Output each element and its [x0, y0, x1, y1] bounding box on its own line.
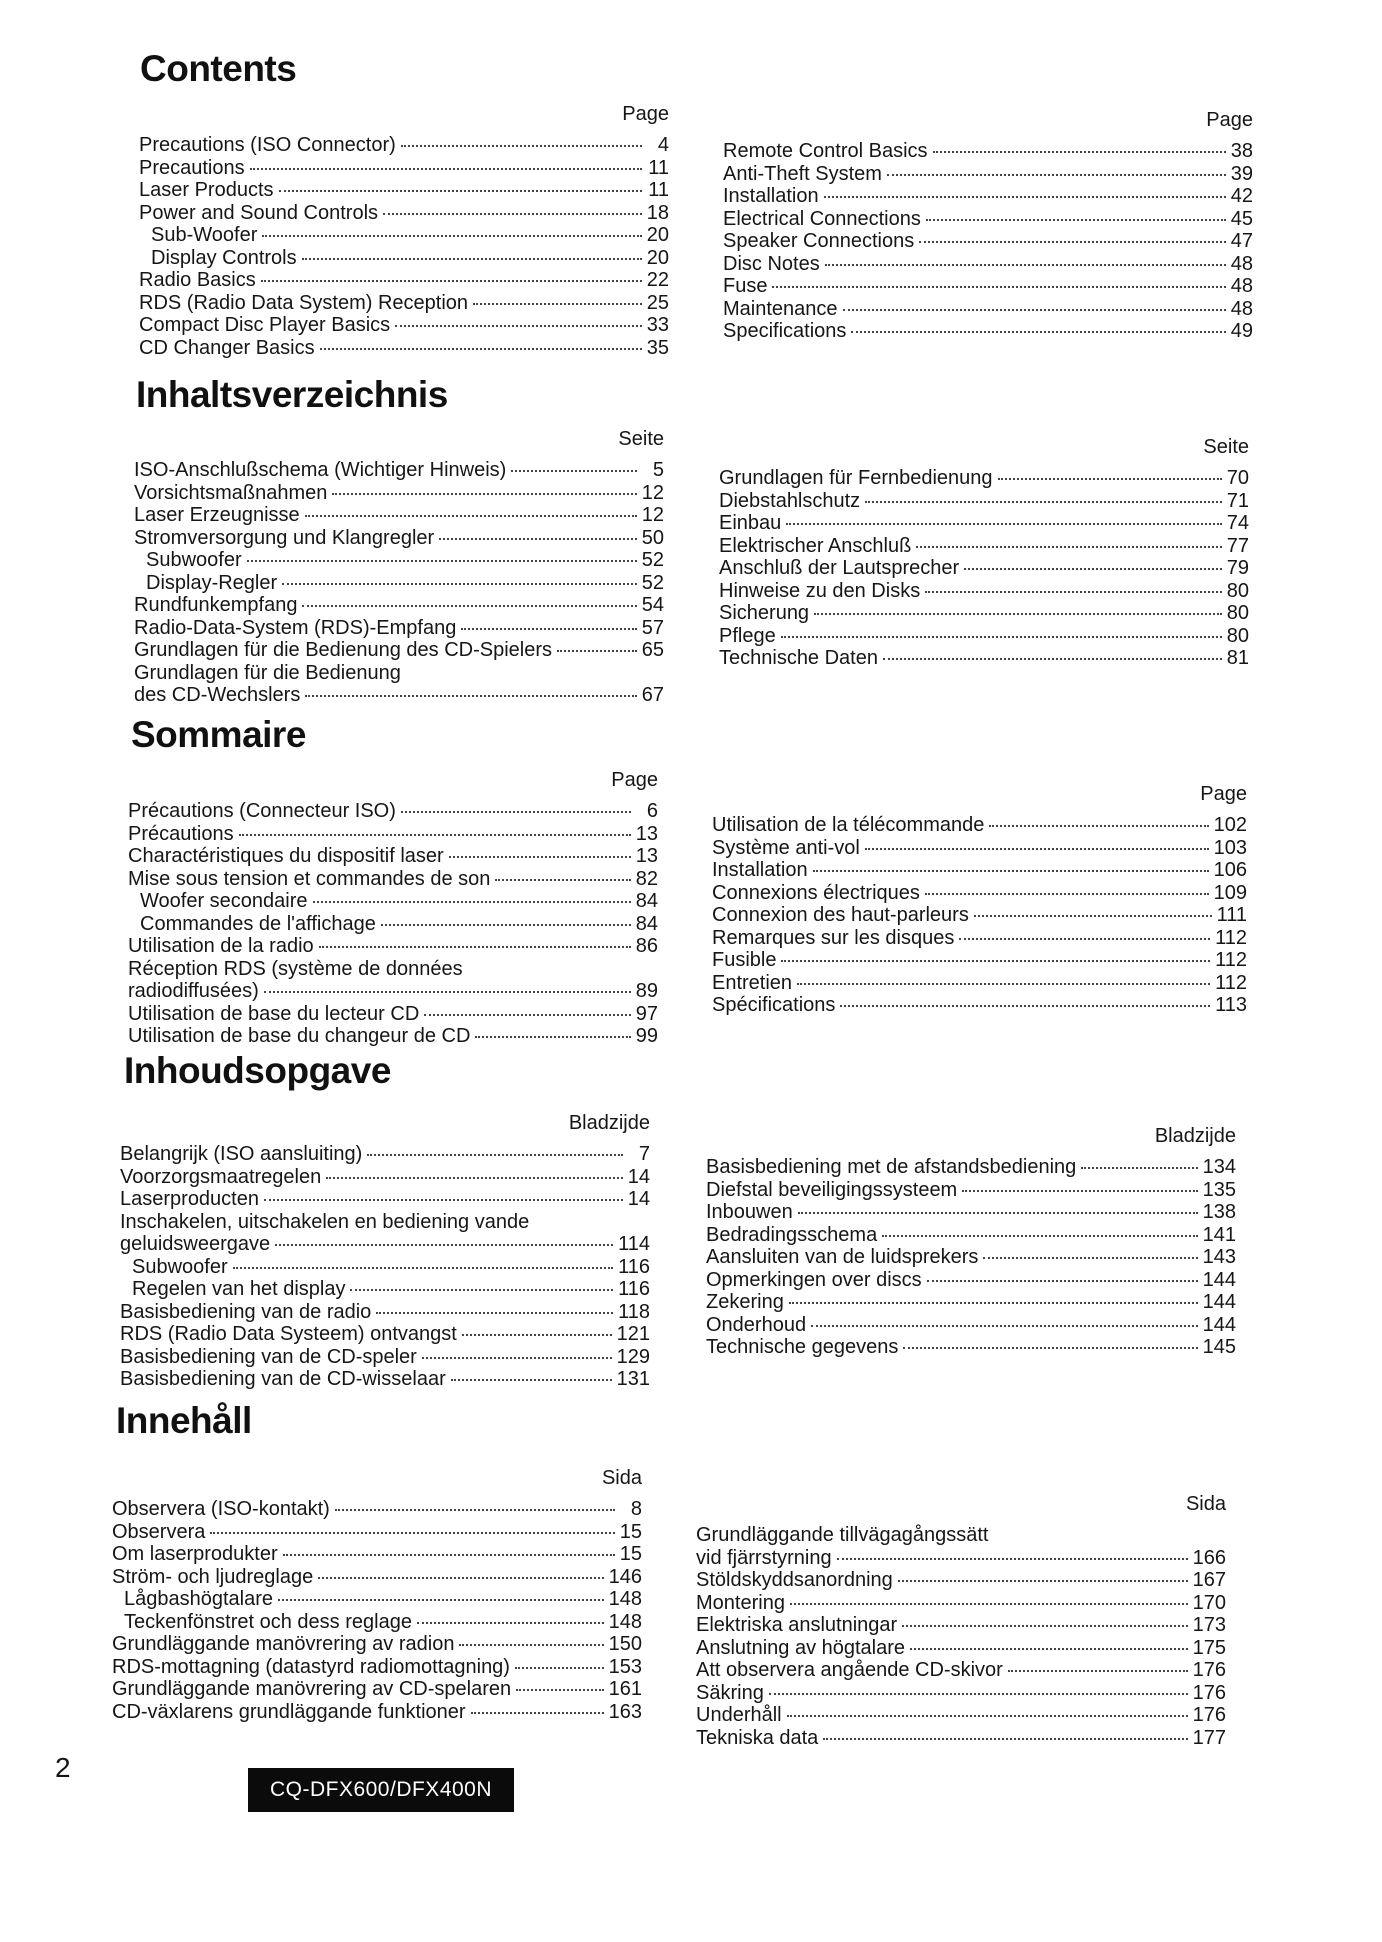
page-column-label: Seite — [1203, 436, 1249, 458]
toc-entry-list — [723, 140, 1253, 343]
toc-entry[interactable]: vid fjärrstyrning 166 — [696, 1546, 1226, 1569]
section-title-inhoudsopgave: Inhoudsopgave — [124, 1050, 391, 1091]
toc-entry[interactable]: Anslutning av högtalare 175 — [696, 1636, 1226, 1659]
toc-column-innehall-left — [112, 1462, 642, 1723]
toc-entry[interactable]: Anti-Theft System 39 — [723, 162, 1253, 185]
toc-column-contents-right — [723, 104, 1253, 343]
toc-entry-list — [696, 1524, 1226, 1749]
toc-entry[interactable]: Grundläggande manövrering av radion 150 — [112, 1633, 642, 1655]
toc-entry[interactable]: Display Controls 20 — [151, 246, 669, 269]
section-title-sommaire: Sommaire — [131, 714, 306, 755]
toc-column-inhaltsverzeichnis-right — [719, 431, 1249, 670]
toc-entry[interactable]: Commandes de l'affichage 84 — [140, 912, 658, 935]
toc-entry-list — [719, 467, 1249, 670]
page-number: 2 — [55, 1752, 71, 1783]
toc-column-inhoudsopgave-right — [706, 1120, 1236, 1359]
toc-entry[interactable]: Einbau 74 — [719, 512, 1249, 534]
toc-entry[interactable]: Technische gegevens 145 — [706, 1336, 1236, 1358]
toc-entry[interactable]: Zekering 144 — [706, 1291, 1236, 1313]
page-column-label: Bladzijde — [568, 1112, 650, 1134]
toc-entry[interactable]: Belangrijk (ISO aansluiting) 7 — [120, 1143, 650, 1165]
toc-entry[interactable]: RDS (Radio Data System) Reception 25 — [139, 291, 669, 314]
toc-entry[interactable]: Grundläggande tillvägagångssätt — [696, 1524, 989, 1546]
toc-entry[interactable]: Sicherung 80 — [719, 602, 1249, 624]
section-title-inhaltsverzeichnis: Inhaltsverzeichnis — [136, 374, 448, 415]
toc-entry-list — [134, 459, 664, 707]
toc-entry[interactable]: Om laserprodukter 15 — [112, 1543, 642, 1565]
toc-entry[interactable]: Voorzorgsmaatregelen 14 — [120, 1165, 650, 1188]
toc-entry[interactable]: Grundläggande manövrering av CD-spelaren 161 — [112, 1678, 642, 1700]
toc-entry[interactable]: Elektrischer Anschluß 77 — [719, 534, 1249, 557]
toc-entry[interactable]: Säkring 176 — [696, 1681, 1226, 1704]
toc-entry[interactable]: Diefstal beveiligingssysteem 135 — [706, 1178, 1236, 1201]
toc-entry[interactable]: Grundlagen für die Bedienung des CD-Spielers 65 — [134, 639, 664, 661]
toc-entry-list — [128, 800, 658, 1048]
toc-entry[interactable]: Fusible 112 — [712, 949, 1247, 971]
page-column-label: Seite — [618, 428, 664, 450]
toc-entry[interactable]: Précautions (Connecteur ISO) 6 — [128, 800, 658, 822]
toc-entry[interactable]: Précautions 13 — [128, 822, 658, 845]
toc-entry[interactable]: CD-växlarens grundläggande funktioner 163 — [112, 1700, 642, 1723]
toc-entry[interactable]: Woofer secondaire 84 — [140, 890, 658, 912]
toc-entry[interactable]: Utilisation de base du changeur de CD 99 — [128, 1025, 658, 1047]
toc-entry[interactable]: Radio-Data-System (RDS)-Empfang 57 — [134, 616, 664, 639]
toc-entry[interactable]: Diebstahlschutz 71 — [719, 489, 1249, 512]
toc-entry[interactable]: Subwoofer 52 — [146, 549, 664, 571]
toc-entry[interactable]: Electrical Connections 45 — [723, 207, 1253, 230]
toc-column-sommaire-right — [712, 778, 1247, 1017]
section-title-innehall: Innehåll — [116, 1400, 252, 1441]
toc-entry[interactable]: Sub-Woofer 20 — [151, 224, 669, 246]
toc-entry[interactable]: Entretien 112 — [712, 971, 1247, 994]
model-badge: CQ-DFX600/DFX400N — [248, 1768, 514, 1812]
toc-entry[interactable]: Charactéristiques du dispositif laser 13 — [128, 845, 658, 867]
toc-entry[interactable]: Hinweise zu den Disks 80 — [719, 579, 1249, 602]
toc-entry[interactable]: Lågbashögtalare 148 — [124, 1588, 642, 1610]
toc-entry[interactable]: ISO-Anschlußschema (Wichtiger Hinweis) 5 — [134, 459, 664, 481]
toc-entry[interactable]: Grundlagen für Fernbedienung 70 — [719, 467, 1249, 489]
page-column-label: Sida — [1185, 1493, 1226, 1515]
toc-entry[interactable]: Fuse 48 — [723, 275, 1253, 297]
toc-entry[interactable]: Pflege 80 — [719, 624, 1249, 647]
toc-entry[interactable]: Rundfunkempfang 54 — [134, 594, 664, 616]
toc-column-sommaire-left — [128, 764, 658, 1048]
toc-entry[interactable]: Inbouwen 138 — [706, 1201, 1236, 1223]
toc-entry[interactable]: Maintenance 48 — [723, 297, 1253, 320]
toc-entry[interactable]: Regelen van het display 116 — [132, 1278, 650, 1300]
toc-entry[interactable]: Installation 106 — [712, 859, 1247, 881]
toc-entry[interactable]: Basisbediening van de CD-wisselaar 131 — [120, 1368, 650, 1390]
toc-entry[interactable]: Elektriska anslutningar 173 — [696, 1614, 1226, 1636]
toc-entry[interactable]: Specifications 49 — [723, 320, 1253, 342]
toc-entry[interactable]: Subwoofer 116 — [132, 1255, 650, 1278]
toc-entry[interactable]: Underhåll 176 — [696, 1704, 1226, 1726]
toc-entry[interactable]: Power and Sound Controls 18 — [139, 201, 669, 224]
toc-entry[interactable]: Utilisation de la télécommande 102 — [712, 814, 1247, 836]
toc-entry[interactable]: Aansluiten van de luidsprekers 143 — [706, 1246, 1236, 1268]
toc-entry[interactable]: Basisbediening van de radio 118 — [120, 1300, 650, 1323]
toc-entry[interactable]: Speaker Connections 47 — [723, 230, 1253, 252]
toc-entry[interactable]: Display-Regler 52 — [146, 571, 664, 594]
toc-entry[interactable]: Laser Products 11 — [139, 179, 669, 201]
toc-entry[interactable]: Anschluß der Lautsprecher 79 — [719, 557, 1249, 579]
toc-entry[interactable]: Grundlagen für die Bedienung — [134, 661, 401, 684]
toc-entry[interactable]: Installation 42 — [723, 185, 1253, 207]
toc-entry[interactable]: Système anti-vol 103 — [712, 836, 1247, 859]
toc-entry-list — [712, 814, 1247, 1017]
toc-entry[interactable]: Stromversorgung und Klangregler 50 — [134, 526, 664, 549]
toc-entry[interactable]: Bedradingsschema 141 — [706, 1223, 1236, 1246]
toc-entry-list — [139, 134, 669, 359]
toc-entry[interactable]: Mise sous tension et commandes de son 82 — [128, 867, 658, 890]
toc-entry[interactable]: Teckenfönstret och dess reglage 148 — [124, 1610, 642, 1633]
toc-entry-list — [120, 1143, 650, 1391]
toc-entry-list — [112, 1498, 642, 1723]
toc-entry[interactable]: Onderhoud 144 — [706, 1313, 1236, 1336]
toc-entry[interactable]: des CD-Wechslers 67 — [134, 684, 664, 706]
toc-column-inhoudsopgave-left — [120, 1107, 650, 1391]
toc-entry[interactable]: Precautions (ISO Connector) 4 — [139, 134, 669, 156]
toc-entry[interactable]: Radio Basics 22 — [139, 269, 669, 291]
toc-entry[interactable]: Att observera angående CD-skivor 176 — [696, 1659, 1226, 1681]
toc-entry[interactable]: Disc Notes 48 — [723, 252, 1253, 275]
toc-entry[interactable]: Precautions 11 — [139, 156, 669, 179]
toc-entry[interactable]: Compact Disc Player Basics 33 — [139, 314, 669, 336]
toc-entry[interactable]: Vorsichtsmaßnahmen 12 — [134, 481, 664, 504]
toc-entry[interactable]: Montering 170 — [696, 1591, 1226, 1614]
page-column-label: Page — [1200, 783, 1247, 805]
toc-entry[interactable]: RDS (Radio Data Systeem) ontvangst 121 — [120, 1323, 650, 1345]
page-column-label: Page — [622, 103, 669, 125]
toc-entry[interactable]: Spécifications 113 — [712, 994, 1247, 1016]
page-column-label: Page — [1206, 109, 1253, 131]
toc-entry-list — [706, 1156, 1236, 1359]
toc-entry[interactable]: RDS-mottagning (datastyrd radiomottagning) 153 — [112, 1655, 642, 1678]
toc-entry[interactable]: Laserproducten 14 — [120, 1188, 650, 1210]
toc-entry[interactable]: Technische Daten 81 — [719, 647, 1249, 669]
section-title-contents: Contents — [140, 48, 297, 89]
toc-entry[interactable]: Tekniska data 177 — [696, 1726, 1226, 1749]
toc-entry[interactable]: Basisbediening van de CD-speler 129 — [120, 1345, 650, 1368]
toc-entry[interactable]: Connexions électriques 109 — [712, 881, 1247, 904]
toc-entry[interactable]: Inschakelen, uitschakelen en bediening vande — [120, 1210, 530, 1233]
page-column-label: Page — [611, 769, 658, 791]
toc-entry[interactable]: Utilisation de la radio 86 — [128, 935, 658, 957]
toc-entry[interactable]: Remarques sur les disques 112 — [712, 926, 1247, 949]
toc-entry[interactable]: Réception RDS (système de données — [128, 957, 463, 980]
toc-entry[interactable]: Basisbediening met de afstandsbediening 134 — [706, 1156, 1236, 1178]
toc-entry[interactable]: Remote Control Basics 38 — [723, 140, 1253, 162]
toc-entry[interactable]: Utilisation de base du lecteur CD 97 — [128, 1002, 658, 1025]
toc-column-innehall-right — [696, 1488, 1226, 1749]
toc-entry[interactable]: Ström- och ljudreglage 146 — [112, 1565, 642, 1588]
toc-entry[interactable]: Stöldskyddsanordning 167 — [696, 1569, 1226, 1591]
toc-entry[interactable]: radiodiffusées) 89 — [128, 980, 658, 1002]
toc-entry[interactable]: Opmerkingen over discs 144 — [706, 1268, 1236, 1291]
toc-entry[interactable]: CD Changer Basics 35 — [139, 336, 669, 359]
toc-column-inhaltsverzeichnis-left — [134, 423, 664, 707]
toc-column-contents-left — [139, 98, 669, 359]
page-column-label: Sida — [601, 1467, 642, 1489]
toc-entry[interactable]: geluidsweergave 114 — [120, 1233, 650, 1255]
toc-entry[interactable]: Observera (ISO-kontakt) 8 — [112, 1498, 642, 1520]
page-column-label: Bladzijde — [1154, 1125, 1236, 1147]
toc-entry[interactable]: Connexion des haut-parleurs 111 — [712, 904, 1247, 926]
toc-entry[interactable]: Observera 15 — [112, 1520, 642, 1543]
toc-entry[interactable]: Laser Erzeugnisse 12 — [134, 504, 664, 526]
